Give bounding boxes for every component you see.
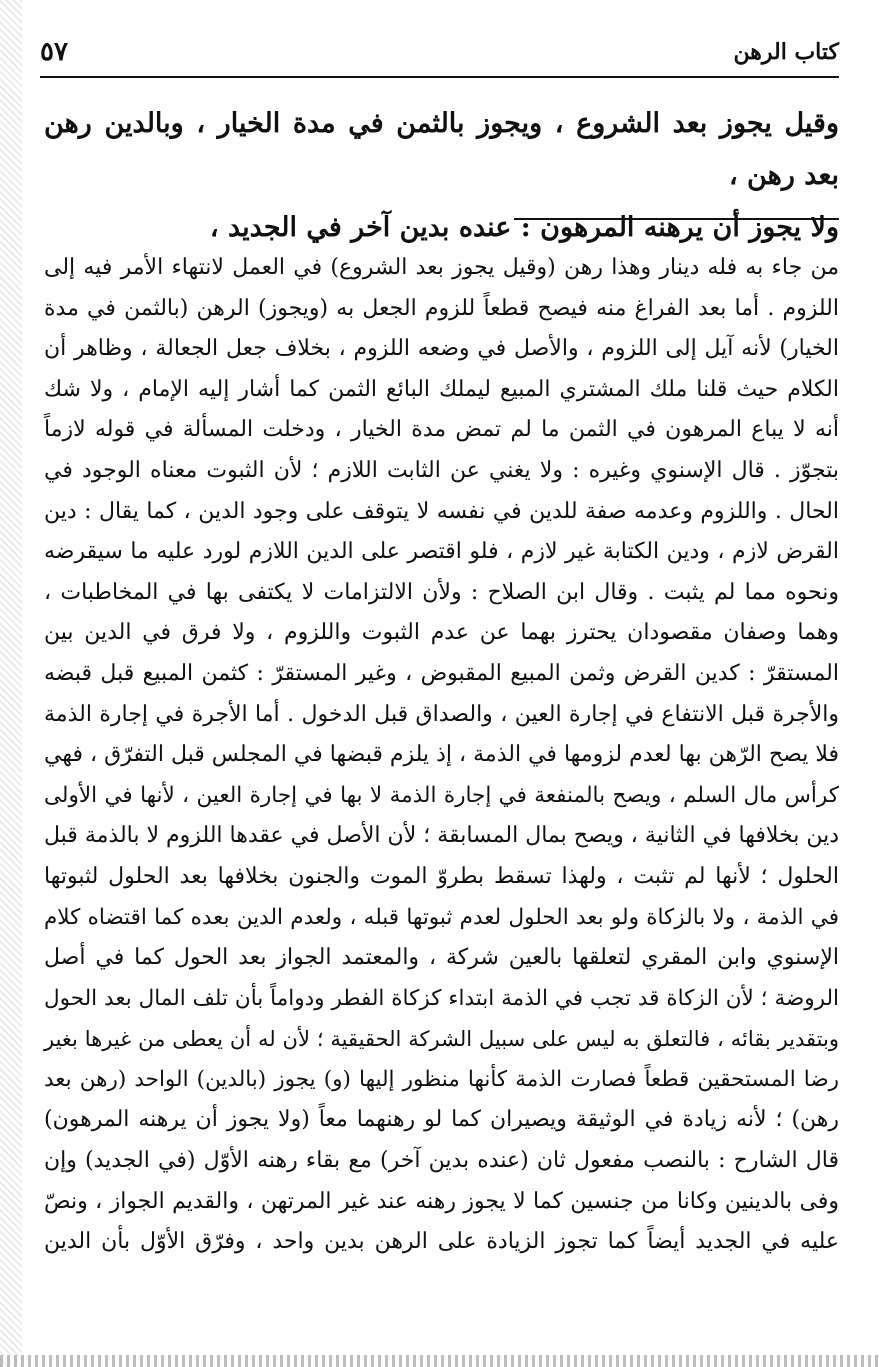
sharh-line: وهما وصفان مقصودان يحترز بهما عن عدم الثبوت واللزوم ، ولا فرق في الدين بين <box>44 620 839 646</box>
sharh-line: كرأس مال السلم ، ويصح بالمنفعة في إجارة الذمة لا بها في إجارة العين ، لأنها في الأولى <box>44 782 839 808</box>
scan-left-border <box>0 0 22 1367</box>
sharh-line: رهن) ؛ لأنه زيادة في الوثيقة ويصيران كما لو رهنهما معاً (ولا يجوز أن يرهنه المرهون) <box>44 1107 839 1133</box>
matn-line: وقيل يجوز بعد الشروع ، ويجوز بالثمن في مدة الخيار ، وبالدين رهن بعد رهن ، <box>44 108 839 191</box>
matn-separator-rule <box>514 218 839 220</box>
sharh-line: بتجوّز . قال الإسنوي وغيره : ولا يغني عن الثابت اللازم ؛ لأن الثبوت معناه الوجود في <box>44 457 839 483</box>
sharh-line: وبتقدير بقائه ، فالتعلق به ليس على سبيل الشركة الحقيقية ؛ لأن له أن يعطى من غيرها بغير <box>44 1027 839 1052</box>
header-rule <box>40 76 839 78</box>
scan-bottom-border <box>0 1355 879 1367</box>
sharh-line: الروضة ؛ لأن الزكاة قد تجب في الذمة ابتداء كزكاة الفطر ودواماً بأن تلف المال بعد الحول <box>44 985 839 1011</box>
sharh-line: فلا يصح الرّهن بها لعدم لزومها في الذمة ، إذ يلزم قبضها في المجلس قبل التفرّق ، فهي <box>44 742 839 768</box>
sharh-line: دين بخلافها في الثانية ، ويصح بمال المسابقة ؛ لأن الأصل في عقدها اللزوم لا بالذمة قبل <box>44 823 839 849</box>
sharh-line: القرض لازم ، ودين الكتابة غير لازم ، فلو اقتصر على الدين اللازم لورد عليه ما سيقرضه <box>44 539 839 565</box>
sharh-line: اللزوم . أما بعد الفراغ منه فيصح قطعاً للزوم الجعل به (ويجوز) الرهن (بالثمن في مدة <box>44 295 839 321</box>
sharh-line: الإسنوي وابن المقري لتعلقها بالعين شركة ، والمعتمد الجواز بعد الحول كما في أصل <box>44 945 839 971</box>
sharh-line: أنه لا يباع المرهون في الثمن ما لم تمض مدة الخيار ، ودخلت المسألة في قوله لازماً <box>44 417 839 443</box>
page-header <box>40 32 839 72</box>
sharh-line: قال الشارح : بالنصب مفعول ثان (عنده بدين آخر) مع بقاء رهنه الأوّل (في الجديد) وإن <box>44 1148 839 1174</box>
sharh-line: عليه في الجديد أيضاً كما تجوز الزيادة على الرهن بدين واحد ، وفرّق الأوّل بأن الدين <box>44 1229 839 1255</box>
sharh-line: ونحوه مما لم يثبت . وقال ابن الصلاح : ولأن الالتزامات لا يكتفى بها في المخاطبات ، <box>44 579 839 605</box>
sharh-line: وفى بالدينين وكانا من جنسين كما لا يجوز رهنه عند غير المرتهن ، والقديم الجواز ، ونصّ <box>44 1188 839 1214</box>
sharh-line: الخيار) لأنه آيل إلى اللزوم ، والأصل في وضعه اللزوم ، بخلاف جعل الجعالة ، وظاهر أن <box>44 336 839 362</box>
sharh-line: والأجرة قبل الانتفاع في إجارة العين ، والصداق قبل الدخول . أما الأجرة في إجارة الذمة <box>44 701 839 727</box>
running-head-title: كتاب الرهن <box>733 39 839 65</box>
sharh-line: من جاء به فله دينار وهذا رهن (وقيل يجوز بعد الشروع) في العمل لانتهاء الأمر فيه إلى <box>44 255 839 280</box>
sharh-line: المستقرّ : كدين القرض وثمن المبيع المقبوض ، وغير المستقرّ : كثمن المبيع قبل قبضه <box>44 660 839 686</box>
sharh-line: الحلول ؛ لأنها لم تثبت ، ولهذا تسقط بطروّ الموت والجنون بخلافها بعد الحلول لثبوتها <box>44 863 839 889</box>
sharh-line: في الذمة ، ولا بالزكاة ولو بعد الحلول لعدم ثبوتها قبله ، ولعدم الدين بعده كما اقتضاه كلام <box>44 904 839 930</box>
matn-line: ولا يجوز أن يرهنه المرهون : عنده بدين آخر في الجديد ، <box>209 212 839 243</box>
page-number: ٥٧ <box>40 37 68 67</box>
sharh-line: الحال . واللزوم وعدمه صفة للدين في نفسه لا يتوقف على وجود الدين ، كما يقال : دين <box>44 498 839 524</box>
sharh-line: الكلام حيث قلنا ملك المشتري المبيع ليملك البائع الثمن كما أشار إليه الإمام ، ولا شك <box>44 376 839 402</box>
matn-text <box>44 98 839 254</box>
sharh-commentary <box>44 248 839 1263</box>
sharh-line: رضا المستحقين قطعاً فصارت الذمة كأنها منظور إليها (و) يجوز (بالدين) الواحد (رهن بعد <box>44 1066 839 1092</box>
